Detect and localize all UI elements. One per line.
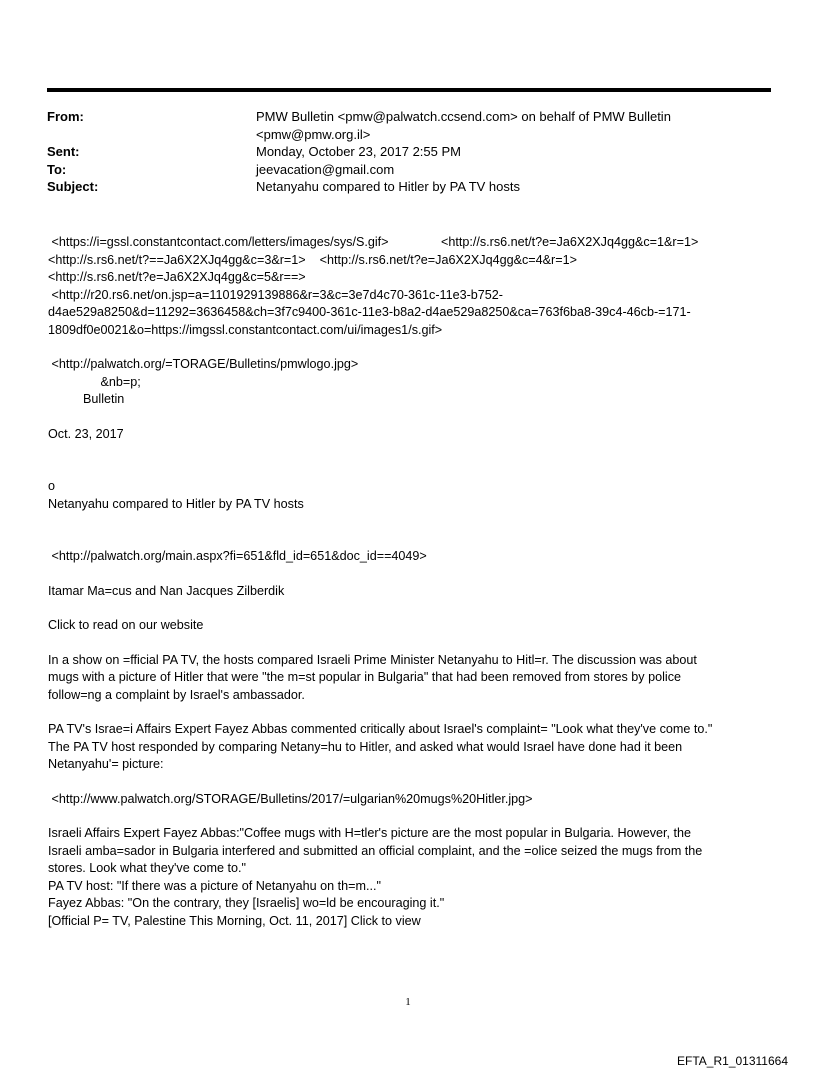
- article-link: <http://palwatch.org/main.aspx?fi=651&fld_id=651&doc_id==4049>: [48, 549, 427, 563]
- nbsp-line: &nb=p;: [48, 374, 141, 389]
- quote-line-2: Israeli amba=sador in Bulgaria interfered and submitted an official complaint, and the =olice seized the mugs from the: [48, 843, 703, 858]
- email-header: [47, 108, 771, 196]
- paragraph-1-line-2: mugs with a picture of Hitler that were "the m=st popular in Bulgaria" that had been removed from stores by police: [48, 670, 681, 684]
- bulletin-date: Oct. 23, 2017: [48, 426, 124, 441]
- authors: Itamar Ma=cus and Nan Jacques Zilberdik: [48, 583, 285, 598]
- sent-label: Sent:: [47, 144, 80, 159]
- email-body: [48, 234, 778, 930]
- from-row: [47, 108, 771, 143]
- quote-line-1: Israeli Affairs Expert Fayez Abbas:"Coffee mugs with H=tler's picture are the most popular in Bulgaria. However, the: [48, 826, 692, 840]
- bullet-marker: o: [48, 479, 56, 493]
- tracking-link-line-6: 1809df0e0021&o=https://imgssl.constantcontact.com/ui/images1/s.gif>: [48, 322, 443, 337]
- paragraph-2-line-3: Netanyahu'= picture:: [48, 757, 164, 771]
- paragraph-2-line-2: The PA TV host responded by comparing Netany=hu to Hitler, and asked what would Israel have done had it been: [48, 739, 683, 754]
- to-row: [47, 161, 771, 179]
- from-value: [256, 108, 771, 143]
- paragraph-2-line-1: PA TV's Israe=i Affairs Expert Fayez Abbas commented critically about Israel's complaint= "Look what they've come to.": [48, 722, 713, 736]
- sent-row: [47, 143, 771, 161]
- subject-label: Subject:: [47, 179, 99, 194]
- sent-value: Monday, October 23, 2017 2:55 PM: [256, 144, 461, 159]
- quote-line-5: Fayez Abbas: "On the contrary, they [Israelis] wo=ld be encouraging it.": [48, 896, 445, 910]
- tracking-link-line-2: <http://s.rs6.net/t?==Ja6X2XJq4gg&c=3&r=1> <http://s.rs6.net/t?e=Ja6X2XJq4gg&c=4&r=1>: [48, 252, 577, 267]
- subject-value: Netanyahu compared to Hitler by PA TV hosts: [256, 179, 520, 194]
- page-number: 1: [405, 996, 411, 1008]
- subject-row: [47, 178, 771, 196]
- to-label: To:: [47, 161, 67, 177]
- quote-line-3: stores. Look what they've come to.": [48, 861, 246, 875]
- tracking-link-line-3: <http://s.rs6.net/t?e=Ja6X2XJq4gg&c=5&r==>: [48, 270, 306, 284]
- paragraph-1-line-3: follow=ng a complaint by Israel's ambassador.: [48, 687, 305, 702]
- quote-line-4: PA TV host: "If there was a picture of Netanyahu on th=m...": [48, 878, 381, 893]
- logo-link: <http://palwatch.org/=TORAGE/Bulletins/pmwlogo.jpg>: [48, 357, 359, 371]
- document-id: EFTA_R1_01311664: [677, 1054, 788, 1068]
- tracking-link-line-1: <https://i=gssl.constantcontact.com/letters/images/sys/S.gif> <http://s.rs6.net/t?e=Ja6X2XJq4gg&c=1&r=1>: [48, 235, 699, 249]
- header-rule: [47, 88, 771, 92]
- paragraph-1-line-1: In a show on =fficial PA TV, the hosts compared Israeli Prime Minister Netanyahu to Hitl=r. The discussion was about: [48, 652, 697, 667]
- to-value: jeevacation@gmail.com: [256, 161, 395, 177]
- from-value-line-1: PMW Bulletin <pmw@palwatch.ccsend.com> on behalf of PMW Bulletin: [256, 109, 671, 124]
- tracking-link-line-4: <http://r20.rs6.net/on.jsp=a=1101929139886&r=3&c=3e7d4c70-361c-11e3-b752-: [48, 287, 504, 302]
- tracking-link-line-5: d4ae529a8250&d=11292=3636458&ch=3f7c9400-361c-11e3-b8a2-d4ae529a8250&ca=763f6ba8-39c4-46cb-=171-: [48, 305, 691, 319]
- from-value-line-2: <pmw@pmw.org.il>: [256, 126, 371, 142]
- from-label: From:: [47, 109, 84, 124]
- quote-line-6: [Official P= TV, Palestine This Morning, Oct. 11, 2017] Click to view: [48, 913, 421, 928]
- headline: Netanyahu compared to Hitler by PA TV hosts: [48, 496, 304, 511]
- image-link: <http://www.palwatch.org/STORAGE/Bulletins/2017/=ulgarian%20mugs%20Hitler.jpg>: [48, 791, 533, 806]
- click-to-read: Click to read on our website: [48, 618, 204, 632]
- bulletin-label: Bulletin: [48, 392, 125, 406]
